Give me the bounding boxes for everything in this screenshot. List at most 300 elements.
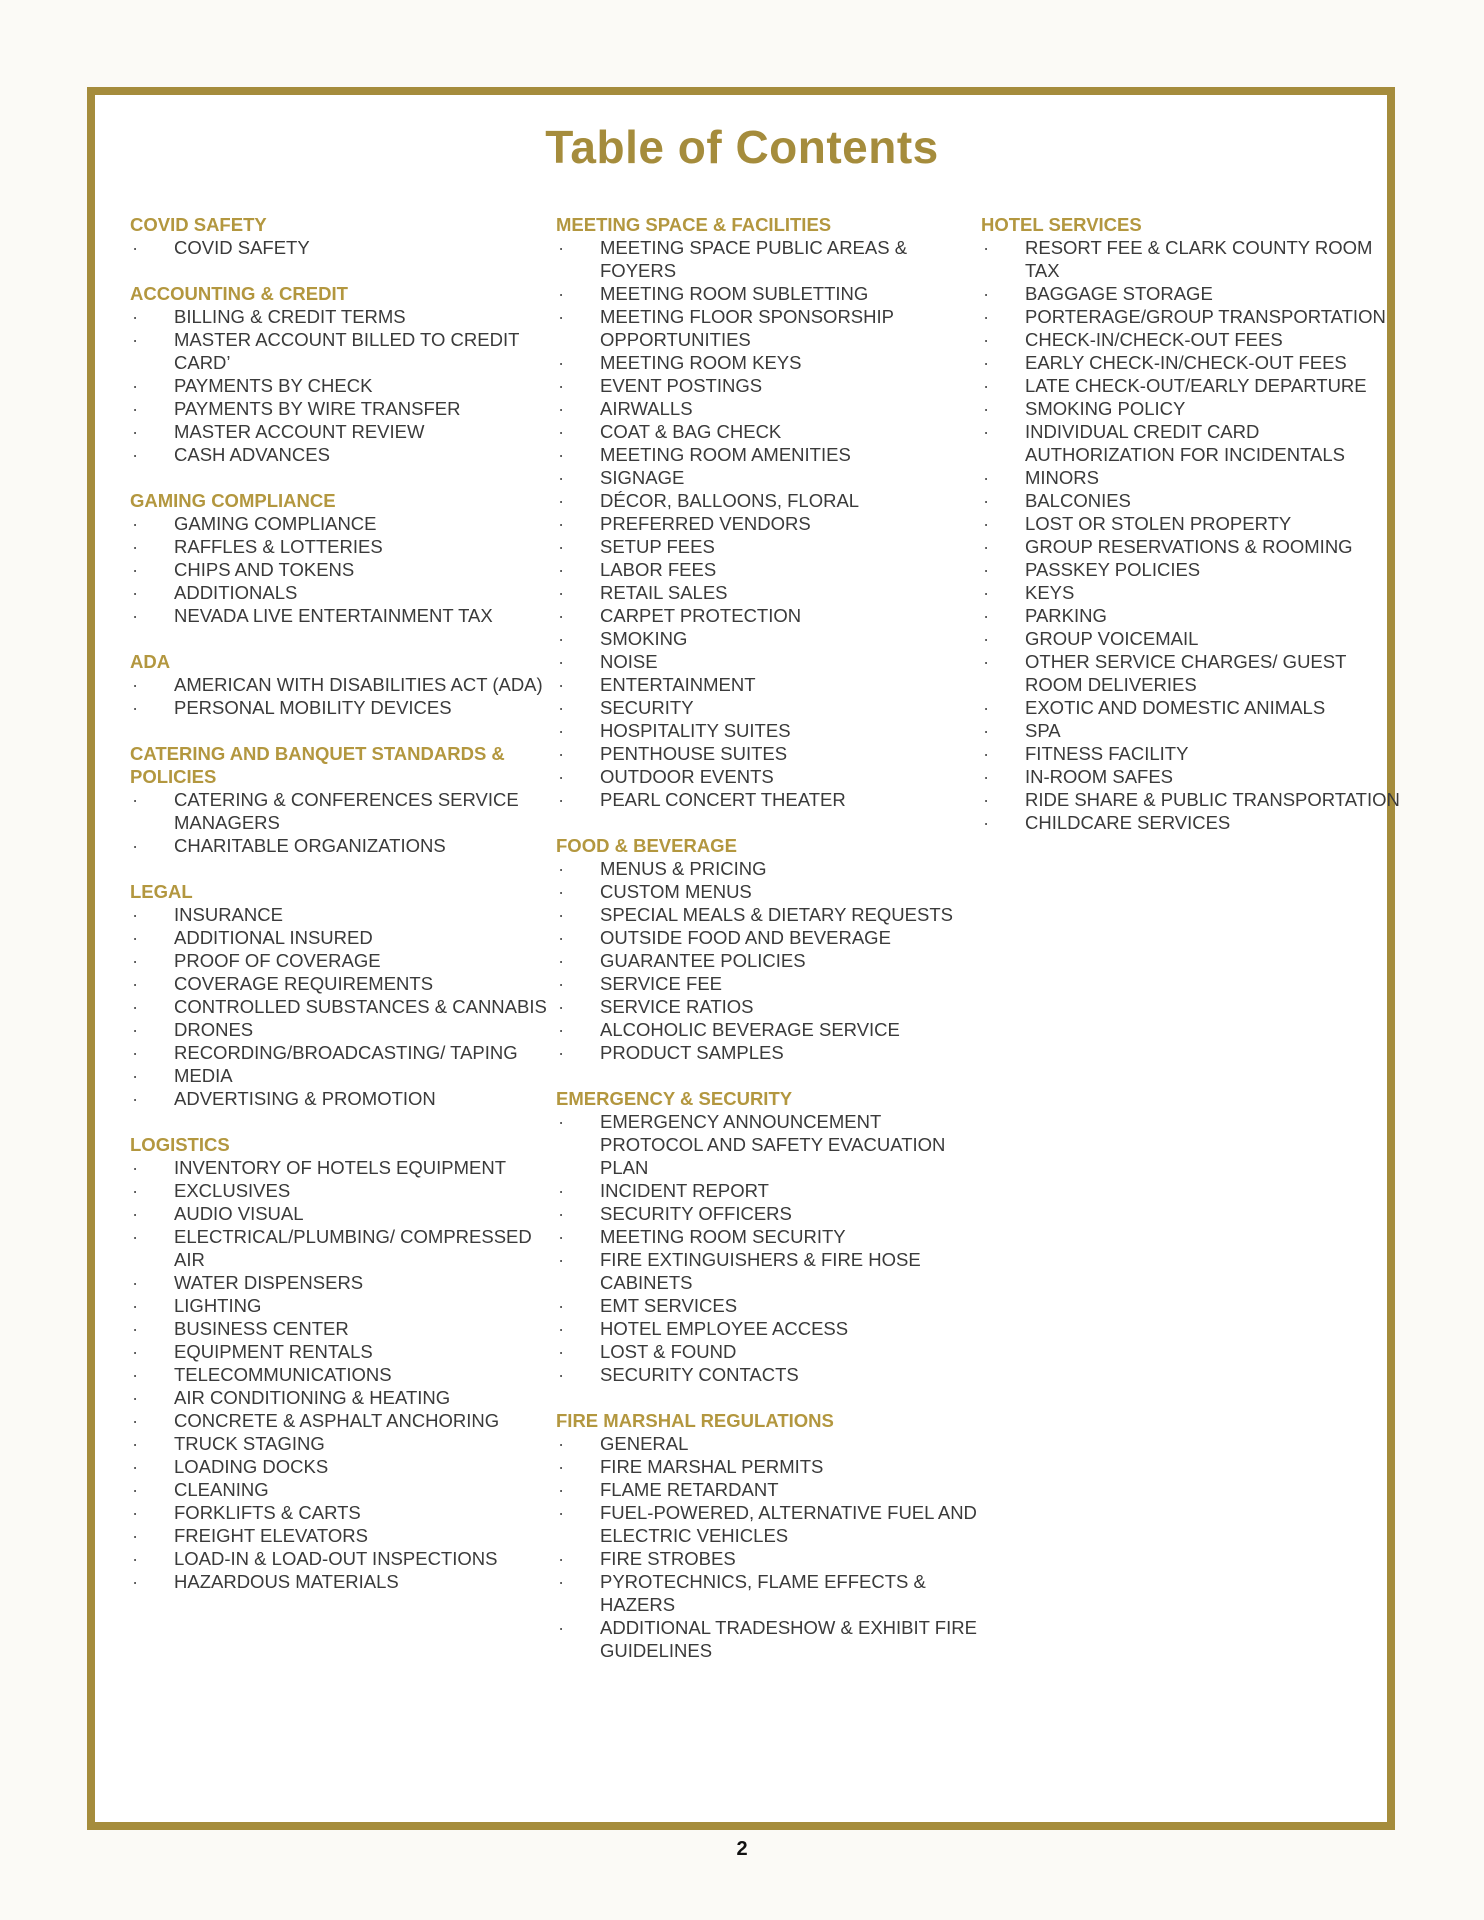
- bullet-icon: ·: [558, 1456, 565, 1477]
- bullet-icon: ·: [132, 1479, 139, 1500]
- toc-list-item: [556, 742, 981, 765]
- item-label: FIRE EXTINGUISHERS & FIRE HOSE CABINETS: [600, 1249, 921, 1293]
- bullet-icon: ·: [558, 536, 565, 557]
- toc-list-item: [556, 604, 981, 627]
- toc-list-item: [556, 857, 981, 880]
- item-label: PRODUCT SAMPLES: [600, 1042, 784, 1063]
- bullet-icon: ·: [558, 1180, 565, 1201]
- item-label: EARLY CHECK-IN/CHECK-OUT FEES: [1025, 352, 1347, 373]
- bullet-icon: ·: [132, 1341, 139, 1362]
- toc-list-item: [556, 489, 981, 512]
- toc-list-item: [556, 1018, 981, 1041]
- toc-list-item: [556, 1340, 981, 1363]
- toc-list-item: [981, 466, 1406, 489]
- item-label: BILLING & CREDIT TERMS: [174, 306, 406, 327]
- toc-list-item: [130, 1156, 555, 1179]
- bullet-icon: ·: [558, 1019, 565, 1040]
- toc-list-item: [556, 420, 981, 443]
- toc-list-item: [130, 1570, 555, 1593]
- bullet-icon: ·: [132, 582, 139, 603]
- toc-list-item: [981, 236, 1406, 282]
- toc-list-item: [130, 1432, 555, 1455]
- bullet-icon: ·: [132, 1226, 139, 1247]
- toc-list-item: [981, 489, 1406, 512]
- toc-list-item: [556, 374, 981, 397]
- item-label: RAFFLES & LOTTERIES: [174, 536, 383, 557]
- item-label: AIR CONDITIONING & HEATING: [174, 1387, 451, 1408]
- item-label: HAZARDOUS MATERIALS: [174, 1571, 399, 1592]
- item-label: CASH ADVANCES: [174, 444, 330, 465]
- bullet-icon: ·: [558, 789, 565, 810]
- item-label: GROUP VOICEMAIL: [1025, 628, 1199, 649]
- bullet-icon: ·: [132, 1548, 139, 1569]
- toc-section: [130, 282, 555, 466]
- section-item-list: [130, 512, 555, 627]
- item-label: RETAIL SALES: [600, 582, 728, 603]
- bullet-icon: ·: [132, 237, 139, 258]
- toc-list-item: [556, 1294, 981, 1317]
- bullet-icon: ·: [558, 766, 565, 787]
- toc-list-item: [556, 880, 981, 903]
- item-label: GROUP RESERVATIONS & ROOMING: [1025, 536, 1353, 557]
- toc-list-item: [556, 581, 981, 604]
- toc-list-item: [130, 1478, 555, 1501]
- item-label: DÉCOR, BALLOONS, FLORAL: [600, 490, 860, 511]
- toc-list-item: [130, 1524, 555, 1547]
- item-label: HOTEL EMPLOYEE ACCESS: [600, 1318, 849, 1339]
- item-label: LABOR FEES: [600, 559, 717, 580]
- toc-list-item: [981, 742, 1406, 765]
- bullet-icon: ·: [132, 329, 139, 350]
- bullet-icon: ·: [132, 904, 139, 925]
- item-label: PROOF OF COVERAGE: [174, 950, 381, 971]
- bullet-icon: ·: [983, 536, 990, 557]
- toc-list-item: [130, 834, 555, 857]
- item-label: OUTDOOR EVENTS: [600, 766, 774, 787]
- toc-list-item: [130, 1294, 555, 1317]
- bullet-icon: ·: [983, 421, 990, 442]
- toc-list-item: [556, 995, 981, 1018]
- toc-list-item: [556, 282, 981, 305]
- item-label: NOISE: [600, 651, 658, 672]
- bullet-icon: ·: [558, 950, 565, 971]
- item-label: PAYMENTS BY CHECK: [174, 375, 373, 396]
- toc-list-item: [981, 765, 1406, 788]
- item-label: BALCONIES: [1025, 490, 1131, 511]
- bullet-icon: ·: [132, 996, 139, 1017]
- section-item-list: [556, 236, 981, 811]
- item-label: LOST OR STOLEN PROPERTY: [1025, 513, 1292, 534]
- bullet-icon: ·: [132, 421, 139, 442]
- item-label: SECURITY CONTACTS: [600, 1364, 799, 1385]
- item-label: PREFERRED VENDORS: [600, 513, 811, 534]
- item-label: COVERAGE REQUIREMENTS: [174, 973, 434, 994]
- item-label: ADDITIONAL TRADESHOW & EXHIBIT FIRE GUIDELINES: [600, 1617, 977, 1661]
- bullet-icon: ·: [558, 1502, 565, 1523]
- bullet-icon: ·: [132, 697, 139, 718]
- bullet-icon: ·: [558, 674, 565, 695]
- item-label: ELECTRICAL/PLUMBING/ COMPRESSED AIR: [174, 1226, 532, 1270]
- item-label: TELECOMMUNICATIONS: [174, 1364, 392, 1385]
- bullet-icon: ·: [558, 1203, 565, 1224]
- item-label: MASTER ACCOUNT REVIEW: [174, 421, 425, 442]
- bullet-icon: ·: [558, 605, 565, 626]
- toc-list-item: [130, 1317, 555, 1340]
- toc-list-item: [130, 673, 555, 696]
- toc-section: [556, 1409, 981, 1662]
- toc-list-item: [130, 1041, 555, 1064]
- bullet-icon: ·: [132, 559, 139, 580]
- bullet-icon: ·: [558, 237, 565, 258]
- toc-list-item: [981, 305, 1406, 328]
- item-label: BAGGAGE STORAGE: [1025, 283, 1213, 304]
- toc-section: [130, 742, 555, 857]
- bullet-icon: ·: [132, 1088, 139, 1109]
- toc-section: [130, 1133, 555, 1593]
- toc-list-item: [130, 374, 555, 397]
- toc-list-item: [556, 1363, 981, 1386]
- bullet-icon: ·: [983, 697, 990, 718]
- bullet-icon: ·: [132, 1410, 139, 1431]
- toc-list-item: [130, 1501, 555, 1524]
- toc-list-item: [556, 719, 981, 742]
- toc-list-item: [981, 581, 1406, 604]
- toc-list-item: [130, 397, 555, 420]
- toc-list-item: [981, 374, 1406, 397]
- bullet-icon: ·: [558, 1617, 565, 1638]
- section-item-list: [130, 903, 555, 1110]
- toc-column-1: [130, 213, 555, 1616]
- toc-list-item: [556, 627, 981, 650]
- toc-list-item: [981, 512, 1406, 535]
- item-label: CHARITABLE ORGANIZATIONS: [174, 835, 446, 856]
- bullet-icon: ·: [558, 582, 565, 603]
- toc-list-item: [556, 1570, 981, 1616]
- bullet-icon: ·: [983, 467, 990, 488]
- item-label: SPA: [1025, 720, 1061, 741]
- bullet-icon: ·: [983, 306, 990, 327]
- item-label: ADVERTISING & PROMOTION: [174, 1088, 436, 1109]
- bullet-icon: ·: [983, 513, 990, 534]
- page-title: Table of Contents: [545, 121, 939, 173]
- item-label: DRONES: [174, 1019, 254, 1040]
- toc-list-item: [556, 558, 981, 581]
- item-label: LATE CHECK-OUT/EARLY DEPARTURE: [1025, 375, 1367, 396]
- toc-list-item: [556, 1317, 981, 1340]
- item-label: MINORS: [1025, 467, 1099, 488]
- toc-list-item: [556, 397, 981, 420]
- toc-list-item: [981, 719, 1406, 742]
- section-item-list: [130, 673, 555, 719]
- toc-section: [130, 213, 555, 259]
- item-label: EVENT POSTINGS: [600, 375, 763, 396]
- item-label: LOADING DOCKS: [174, 1456, 329, 1477]
- toc-list-item: [130, 236, 555, 259]
- bullet-icon: ·: [558, 444, 565, 465]
- bullet-icon: ·: [558, 1042, 565, 1063]
- bullet-icon: ·: [132, 789, 139, 810]
- bullet-icon: ·: [983, 789, 990, 810]
- bullet-icon: ·: [558, 927, 565, 948]
- item-label: MEETING ROOM AMENITIES: [600, 444, 851, 465]
- item-label: INDIVIDUAL CREDIT CARD AUTHORIZATION FOR INCIDENTALS: [1025, 421, 1345, 465]
- item-label: WATER DISPENSERS: [174, 1272, 364, 1293]
- toc-list-item: [130, 903, 555, 926]
- bullet-icon: ·: [983, 651, 990, 672]
- item-label: KEYS: [1025, 582, 1075, 603]
- item-label: SIGNAGE: [600, 467, 685, 488]
- section-item-list: [556, 857, 981, 1064]
- item-label: RIDE SHARE & PUBLIC TRANSPORTATION: [1025, 789, 1400, 810]
- bullet-icon: ·: [558, 352, 565, 373]
- item-label: INCIDENT REPORT: [600, 1180, 769, 1201]
- item-label: TRUCK STAGING: [174, 1433, 325, 1454]
- item-label: ADDITIONAL INSURED: [174, 927, 373, 948]
- section-heading: ADA: [130, 651, 171, 672]
- bullet-icon: ·: [558, 1318, 565, 1339]
- bullet-icon: ·: [983, 237, 990, 258]
- section-heading: EMERGENCY & SECURITY: [556, 1088, 793, 1109]
- bullet-icon: ·: [558, 881, 565, 902]
- item-label: EMERGENCY ANNOUNCEMENT PROTOCOL AND SAFETY EVACUATION PLAN: [600, 1111, 946, 1178]
- item-label: ENTERTAINMENT: [600, 674, 756, 695]
- item-label: EQUIPMENT RENTALS: [174, 1341, 373, 1362]
- bullet-icon: ·: [983, 812, 990, 833]
- bullet-icon: ·: [132, 1295, 139, 1316]
- section-item-list: [981, 236, 1406, 834]
- toc-list-item: [556, 903, 981, 926]
- item-label: CUSTOM MENUS: [600, 881, 752, 902]
- bullet-icon: ·: [558, 904, 565, 925]
- toc-list-item: [556, 1478, 981, 1501]
- item-label: SERVICE FEE: [600, 973, 723, 994]
- item-label: FORKLIFTS & CARTS: [174, 1502, 361, 1523]
- item-label: AIRWALLS: [600, 398, 693, 419]
- bullet-icon: ·: [132, 1180, 139, 1201]
- bullet-icon: ·: [132, 1019, 139, 1040]
- toc-list-item: [556, 1432, 981, 1455]
- item-label: COAT & BAG CHECK: [600, 421, 782, 442]
- bullet-icon: ·: [132, 1387, 139, 1408]
- item-label: MEETING ROOM SECURITY: [600, 1226, 846, 1247]
- toc-list-item: [556, 1501, 981, 1547]
- section-item-list: [556, 1110, 981, 1386]
- bullet-icon: ·: [558, 720, 565, 741]
- toc-list-item: [130, 1409, 555, 1432]
- toc-list-item: [556, 1248, 981, 1294]
- toc-list-item: [130, 1202, 555, 1225]
- item-label: RECORDING/BROADCASTING/ TAPING: [174, 1042, 518, 1063]
- toc-section: [130, 650, 555, 719]
- bullet-icon: ·: [132, 1042, 139, 1063]
- item-label: FLAME RETARDANT: [600, 1479, 779, 1500]
- bullet-icon: ·: [558, 490, 565, 511]
- item-label: PEARL CONCERT THEATER: [600, 789, 846, 810]
- item-label: RESORT FEE & CLARK COUNTY ROOM TAX: [1025, 237, 1373, 281]
- toc-list-item: [130, 1363, 555, 1386]
- bullet-icon: ·: [983, 628, 990, 649]
- toc-list-item: [130, 1547, 555, 1570]
- toc-list-item: [556, 972, 981, 995]
- toc-list-item: [556, 1455, 981, 1478]
- item-label: IN-ROOM SAFES: [1025, 766, 1174, 787]
- bullet-icon: ·: [132, 536, 139, 557]
- bullet-icon: ·: [132, 513, 139, 534]
- bullet-icon: ·: [132, 927, 139, 948]
- item-label: FUEL-POWERED, ALTERNATIVE FUEL AND ELECTRIC VEHICLES: [600, 1502, 977, 1546]
- toc-list-item: [556, 673, 981, 696]
- toc-list-item: [130, 696, 555, 719]
- toc-list-item: [981, 558, 1406, 581]
- bullet-icon: ·: [983, 605, 990, 626]
- toc-list-item: [556, 443, 981, 466]
- bullet-icon: ·: [132, 1456, 139, 1477]
- toc-list-item: [556, 696, 981, 719]
- toc-list-item: [556, 236, 981, 282]
- bullet-icon: ·: [558, 1295, 565, 1316]
- toc-list-item: [981, 282, 1406, 305]
- section-item-list: [130, 788, 555, 857]
- toc-list-item: [981, 627, 1406, 650]
- item-label: AMERICAN WITH DISABILITIES ACT (ADA): [174, 674, 543, 695]
- item-label: PAYMENTS BY WIRE TRANSFER: [174, 398, 461, 419]
- toc-list-item: [556, 926, 981, 949]
- toc-list-item: [130, 1271, 555, 1294]
- item-label: CHILDCARE SERVICES: [1025, 812, 1231, 833]
- item-label: SECURITY OFFICERS: [600, 1203, 792, 1224]
- toc-list-item: [981, 420, 1406, 466]
- section-heading: LEGAL: [130, 881, 193, 902]
- bullet-icon: ·: [132, 674, 139, 695]
- bullet-icon: ·: [132, 1502, 139, 1523]
- toc-list-item: [130, 1340, 555, 1363]
- section-heading: LOGISTICS: [130, 1134, 230, 1155]
- bullet-icon: ·: [558, 398, 565, 419]
- section-heading: COVID SAFETY: [130, 214, 267, 235]
- toc-list-item: [130, 1455, 555, 1478]
- toc-section: [130, 489, 555, 627]
- toc-section: [130, 880, 555, 1110]
- bullet-icon: ·: [983, 398, 990, 419]
- item-label: PERSONAL MOBILITY DEVICES: [174, 697, 452, 718]
- toc-column-3: [981, 213, 1406, 857]
- bullet-icon: ·: [558, 1433, 565, 1454]
- bullet-icon: ·: [558, 375, 565, 396]
- toc-list-item: [981, 811, 1406, 834]
- toc-list-item: [130, 1018, 555, 1041]
- bullet-icon: ·: [558, 858, 565, 879]
- toc-list-item: [556, 949, 981, 972]
- item-label: SMOKING POLICY: [1025, 398, 1186, 419]
- bullet-icon: ·: [132, 1571, 139, 1592]
- bullet-icon: ·: [132, 444, 139, 465]
- bullet-icon: ·: [132, 1272, 139, 1293]
- item-label: SMOKING: [600, 628, 688, 649]
- toc-list-item: [556, 1225, 981, 1248]
- item-label: FREIGHT ELEVATORS: [174, 1525, 368, 1546]
- bullet-icon: ·: [132, 973, 139, 994]
- toc-list-item: [130, 995, 555, 1018]
- toc-list-item: [556, 305, 981, 351]
- bullet-icon: ·: [558, 1479, 565, 1500]
- toc-list-item: [130, 1386, 555, 1409]
- bullet-icon: ·: [558, 1341, 565, 1362]
- item-label: MEETING ROOM KEYS: [600, 352, 802, 373]
- section-heading: ACCOUNTING & CREDIT: [130, 283, 348, 304]
- item-label: CHECK-IN/CHECK-OUT FEES: [1025, 329, 1283, 350]
- item-label: PYROTECHNICS, FLAME EFFECTS & HAZERS: [600, 1571, 926, 1615]
- bullet-icon: ·: [558, 1571, 565, 1592]
- item-label: SECURITY: [600, 697, 694, 718]
- section-heading: HOTEL SERVICES: [981, 214, 1142, 235]
- toc-list-item: [130, 1179, 555, 1202]
- section-item-list: [556, 1432, 981, 1662]
- item-label: GENERAL: [600, 1433, 689, 1454]
- toc-list-item: [981, 328, 1406, 351]
- item-label: FIRE MARSHAL PERMITS: [600, 1456, 824, 1477]
- item-label: MEETING SPACE PUBLIC AREAS & FOYERS: [600, 237, 908, 281]
- bullet-icon: ·: [558, 1249, 565, 1270]
- toc-list-item: [130, 1064, 555, 1087]
- bullet-icon: ·: [983, 743, 990, 764]
- toc-list-item: [130, 926, 555, 949]
- toc-list-item: [556, 1547, 981, 1570]
- toc-list-item: [130, 328, 555, 374]
- toc-list-item: [556, 788, 981, 811]
- bullet-icon: ·: [132, 835, 139, 856]
- item-label: GUARANTEE POLICIES: [600, 950, 806, 971]
- bullet-icon: ·: [558, 467, 565, 488]
- item-label: GAMING COMPLIANCE: [174, 513, 377, 534]
- toc-section: [981, 213, 1406, 834]
- item-label: CLEANING: [174, 1479, 269, 1500]
- item-label: ADDITIONALS: [174, 582, 298, 603]
- bullet-icon: ·: [558, 421, 565, 442]
- bullet-icon: ·: [132, 1157, 139, 1178]
- item-label: LOST & FOUND: [600, 1341, 737, 1362]
- toc-list-item: [556, 1202, 981, 1225]
- item-label: OUTSIDE FOOD AND BEVERAGE: [600, 927, 891, 948]
- section-heading: FIRE MARSHAL REGULATIONS: [556, 1410, 834, 1431]
- toc-list-item: [981, 397, 1406, 420]
- toc-list-item: [130, 581, 555, 604]
- toc-list-item: [130, 443, 555, 466]
- item-label: PORTERAGE/GROUP TRANSPORTATION: [1025, 306, 1386, 327]
- bullet-icon: ·: [132, 1318, 139, 1339]
- item-label: MEDIA: [174, 1065, 233, 1086]
- item-label: PENTHOUSE SUITES: [600, 743, 788, 764]
- item-label: COVID SAFETY: [174, 237, 310, 258]
- item-label: CHIPS AND TOKENS: [174, 559, 355, 580]
- bullet-icon: ·: [558, 651, 565, 672]
- section-heading: CATERING AND BANQUET STANDARDS & POLICIES: [130, 743, 505, 787]
- bullet-icon: ·: [558, 283, 565, 304]
- toc-section: [556, 1087, 981, 1386]
- bullet-icon: ·: [132, 950, 139, 971]
- toc-list-item: [556, 466, 981, 489]
- toc-list-item: [130, 535, 555, 558]
- toc-list-item: [981, 650, 1406, 696]
- toc-list-item: [556, 1616, 981, 1662]
- bullet-icon: ·: [132, 605, 139, 626]
- bullet-icon: ·: [983, 720, 990, 741]
- toc-list-item: [130, 1225, 555, 1271]
- bullet-icon: ·: [558, 513, 565, 534]
- bullet-icon: ·: [558, 697, 565, 718]
- toc-list-item: [981, 535, 1406, 558]
- bullet-icon: ·: [983, 582, 990, 603]
- toc-section: [556, 834, 981, 1064]
